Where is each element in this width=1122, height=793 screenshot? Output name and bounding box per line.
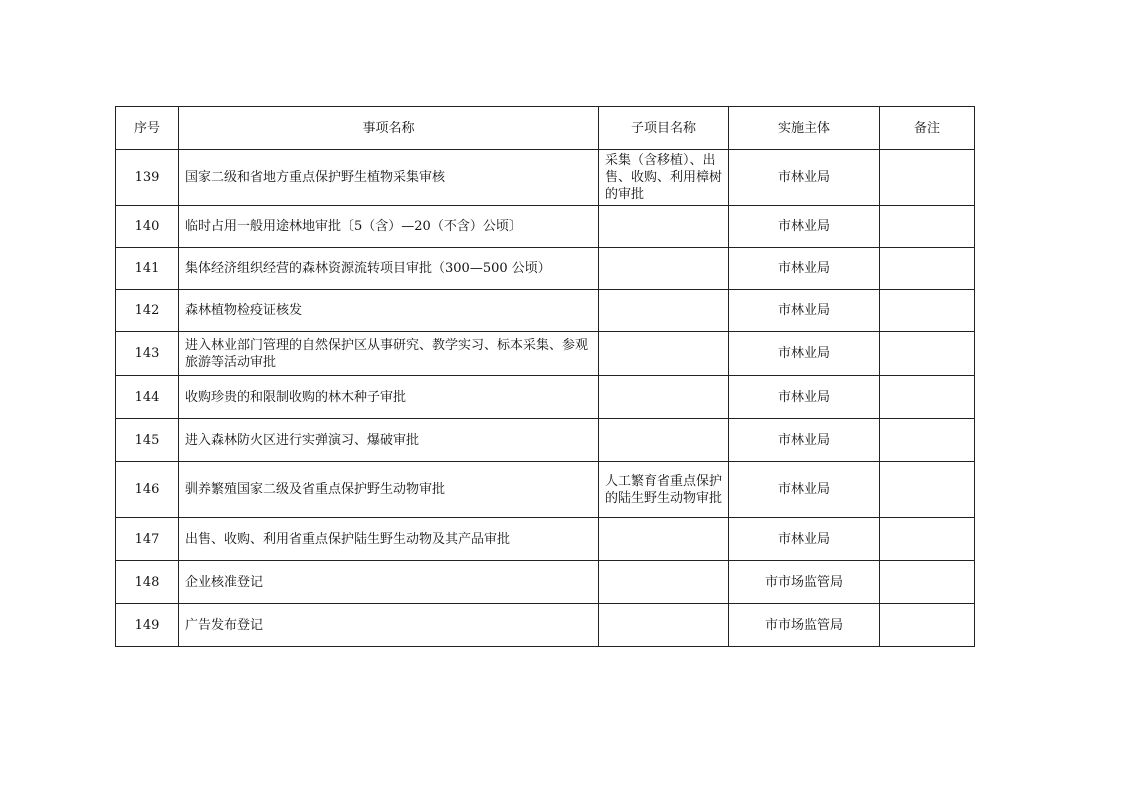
cell-implementing-body: 市林业局: [729, 150, 880, 206]
header-remarks: 备注: [880, 107, 975, 150]
cell-item-name: 出售、收购、利用省重点保护陆生野生动物及其产品审批: [179, 518, 599, 561]
cell-item-name: 国家二级和省地方重点保护野生植物采集审核: [179, 150, 599, 206]
cell-seq: 146: [116, 462, 179, 518]
cell-implementing-body: 市林业局: [729, 462, 880, 518]
cell-seq: 139: [116, 150, 179, 206]
cell-subitem-name: [599, 604, 729, 647]
cell-remarks: [880, 419, 975, 462]
cell-item-name: 企业核准登记: [179, 561, 599, 604]
table-row: [116, 561, 975, 604]
cell-implementing-body: 市林业局: [729, 206, 880, 248]
cell-remarks: [880, 561, 975, 604]
cell-seq: 143: [116, 332, 179, 376]
cell-remarks: [880, 332, 975, 376]
cell-seq: 144: [116, 376, 179, 419]
table-row: [116, 248, 975, 290]
cell-seq: 147: [116, 518, 179, 561]
cell-subitem-name: [599, 332, 729, 376]
cell-subitem-name: 人工繁育省重点保护的陆生野生动物审批: [599, 462, 729, 518]
header-seq: 序号: [116, 107, 179, 150]
header-subitem-name: 子项目名称: [599, 107, 729, 150]
table-row: [116, 150, 975, 206]
cell-implementing-body: 市林业局: [729, 290, 880, 332]
cell-subitem-name: [599, 561, 729, 604]
cell-subitem-name: [599, 206, 729, 248]
table-row: [116, 518, 975, 561]
cell-seq: 140: [116, 206, 179, 248]
header-implementing-body: 实施主体: [729, 107, 880, 150]
cell-item-name: 收购珍贵的和限制收购的林木种子审批: [179, 376, 599, 419]
cell-remarks: [880, 206, 975, 248]
cell-implementing-body: 市市场监管局: [729, 561, 880, 604]
cell-item-name: 集体经济组织经营的森林资源流转项目审批（300—500 公顷）: [179, 248, 599, 290]
cell-implementing-body: 市林业局: [729, 332, 880, 376]
cell-item-name: 广告发布登记: [179, 604, 599, 647]
cell-subitem-name: [599, 248, 729, 290]
cell-remarks: [880, 290, 975, 332]
cell-item-name: 森林植物检疫证核发: [179, 290, 599, 332]
table-row: [116, 604, 975, 647]
cell-remarks: [880, 518, 975, 561]
cell-seq: 148: [116, 561, 179, 604]
table-row: [116, 206, 975, 248]
table-row: [116, 462, 975, 518]
cell-subitem-name: [599, 518, 729, 561]
cell-item-name: 驯养繁殖国家二级及省重点保护野生动物审批: [179, 462, 599, 518]
cell-subitem-name: 采集（含移植）、出售、收购、利用樟树的审批: [599, 150, 729, 206]
cell-item-name: 进入林业部门管理的自然保护区从事研究、教学实习、标本采集、参观旅游等活动审批: [179, 332, 599, 376]
cell-seq: 149: [116, 604, 179, 647]
cell-seq: 145: [116, 419, 179, 462]
cell-subitem-name: [599, 419, 729, 462]
table-row: [116, 332, 975, 376]
cell-item-name: 进入森林防火区进行实弹演习、爆破审批: [179, 419, 599, 462]
cell-remarks: [880, 150, 975, 206]
cell-remarks: [880, 248, 975, 290]
table-row: [116, 290, 975, 332]
cell-implementing-body: 市林业局: [729, 518, 880, 561]
cell-item-name: 临时占用一般用途林地审批〔5（含）—20（不含）公顷〕: [179, 206, 599, 248]
cell-subitem-name: [599, 290, 729, 332]
cell-implementing-body: 市林业局: [729, 248, 880, 290]
cell-subitem-name: [599, 376, 729, 419]
table-row: [116, 376, 975, 419]
items-table: [115, 106, 975, 647]
cell-seq: 141: [116, 248, 179, 290]
cell-implementing-body: 市市场监管局: [729, 604, 880, 647]
header-item-name: 事项名称: [179, 107, 599, 150]
cell-implementing-body: 市林业局: [729, 376, 880, 419]
cell-remarks: [880, 462, 975, 518]
cell-implementing-body: 市林业局: [729, 419, 880, 462]
cell-remarks: [880, 604, 975, 647]
cell-remarks: [880, 376, 975, 419]
table-row: [116, 419, 975, 462]
table-header-row: [116, 107, 975, 150]
cell-seq: 142: [116, 290, 179, 332]
